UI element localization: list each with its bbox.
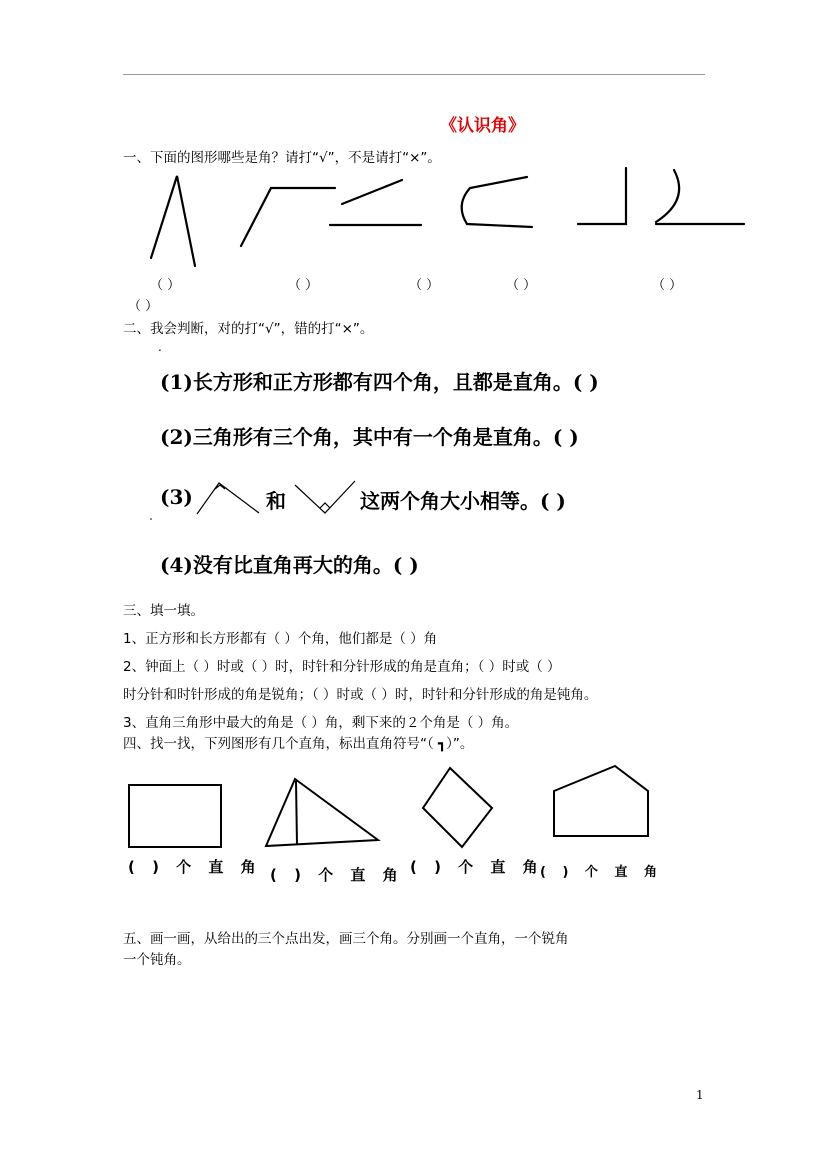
page-number: 1 — [696, 1088, 704, 1102]
count-caption-2: ( ) 个 直 角 — [270, 866, 404, 884]
count-caption-4: ( ) 个 直 角 — [540, 865, 663, 880]
judge-item-3-tail: 这两个角大小相等。( ) — [360, 489, 566, 513]
section3-heading: 三、填一填。 — [123, 603, 204, 619]
section4-question: 四、找一找，下列图形有几个直角，标出直角符号“（ ┓）”。 — [123, 736, 474, 752]
shape-rectangle — [129, 785, 221, 847]
count-caption-1: ( ) 个 直 角 — [128, 858, 262, 876]
count-caption-3: ( ) 个 直 角 — [410, 858, 544, 876]
section5-line-2: 一个钝角。 — [123, 952, 191, 968]
fill-line-2a: 2、钟面上（ ）时或（ ）时，时针和分针形成的角是直角；（ ）时或（ ） — [123, 659, 561, 675]
section5-line-1: 五、画一画，从给出的三个点出发，画三个角。分别画一个直角，一个锐角 — [123, 931, 569, 947]
fill-line-1: 1、正方形和长方形都有（ ）个角，他们都是（ ）角 — [123, 631, 438, 647]
answer-blank-3[interactable]: （ ） — [409, 278, 440, 293]
answer-blank-1[interactable]: （ ） — [150, 278, 181, 293]
fill-line-2b: 时分针和时针形成的角是锐角；（ ）时或（ ）时，时针和分针形成的角是钝角。 — [123, 687, 598, 703]
answer-blank-4[interactable]: （ ） — [506, 278, 537, 293]
answer-blank-5[interactable]: （ ） — [652, 278, 683, 293]
judge-item-1: (1)长方形和正方形都有四个角，且都是直角。( ) — [160, 370, 599, 394]
section2-question: 二、我会判断，对的打“√”，错的打“×”。 — [123, 321, 374, 337]
section1-question: 一、下面的图形哪些是角？请打“√”，不是请打“×”。 — [123, 150, 441, 166]
triangle-height — [296, 781, 297, 845]
answer-blank-2[interactable]: （ ） — [288, 278, 319, 293]
judge-item-3-and: 和 — [266, 489, 286, 513]
shape-pentagon — [554, 766, 648, 836]
answer-blank-6[interactable]: （ ） — [128, 299, 159, 314]
shape-square — [423, 768, 492, 847]
fill-line-3: 3、直角三角形中最大的角是（ ）角，剩下来的２个角是（ ）角。 — [123, 715, 519, 731]
page-title: 《认识角》 — [440, 116, 525, 136]
judge-item-4: (4)没有比直角再大的角。( ) — [160, 553, 419, 577]
shape-triangle — [266, 779, 378, 846]
judge-item-2: (2)三角形有三个角，其中有一个角是直角。( ) — [160, 425, 579, 449]
stray-dot: . — [158, 340, 162, 354]
judge-item-3-number: (3) — [160, 485, 193, 509]
